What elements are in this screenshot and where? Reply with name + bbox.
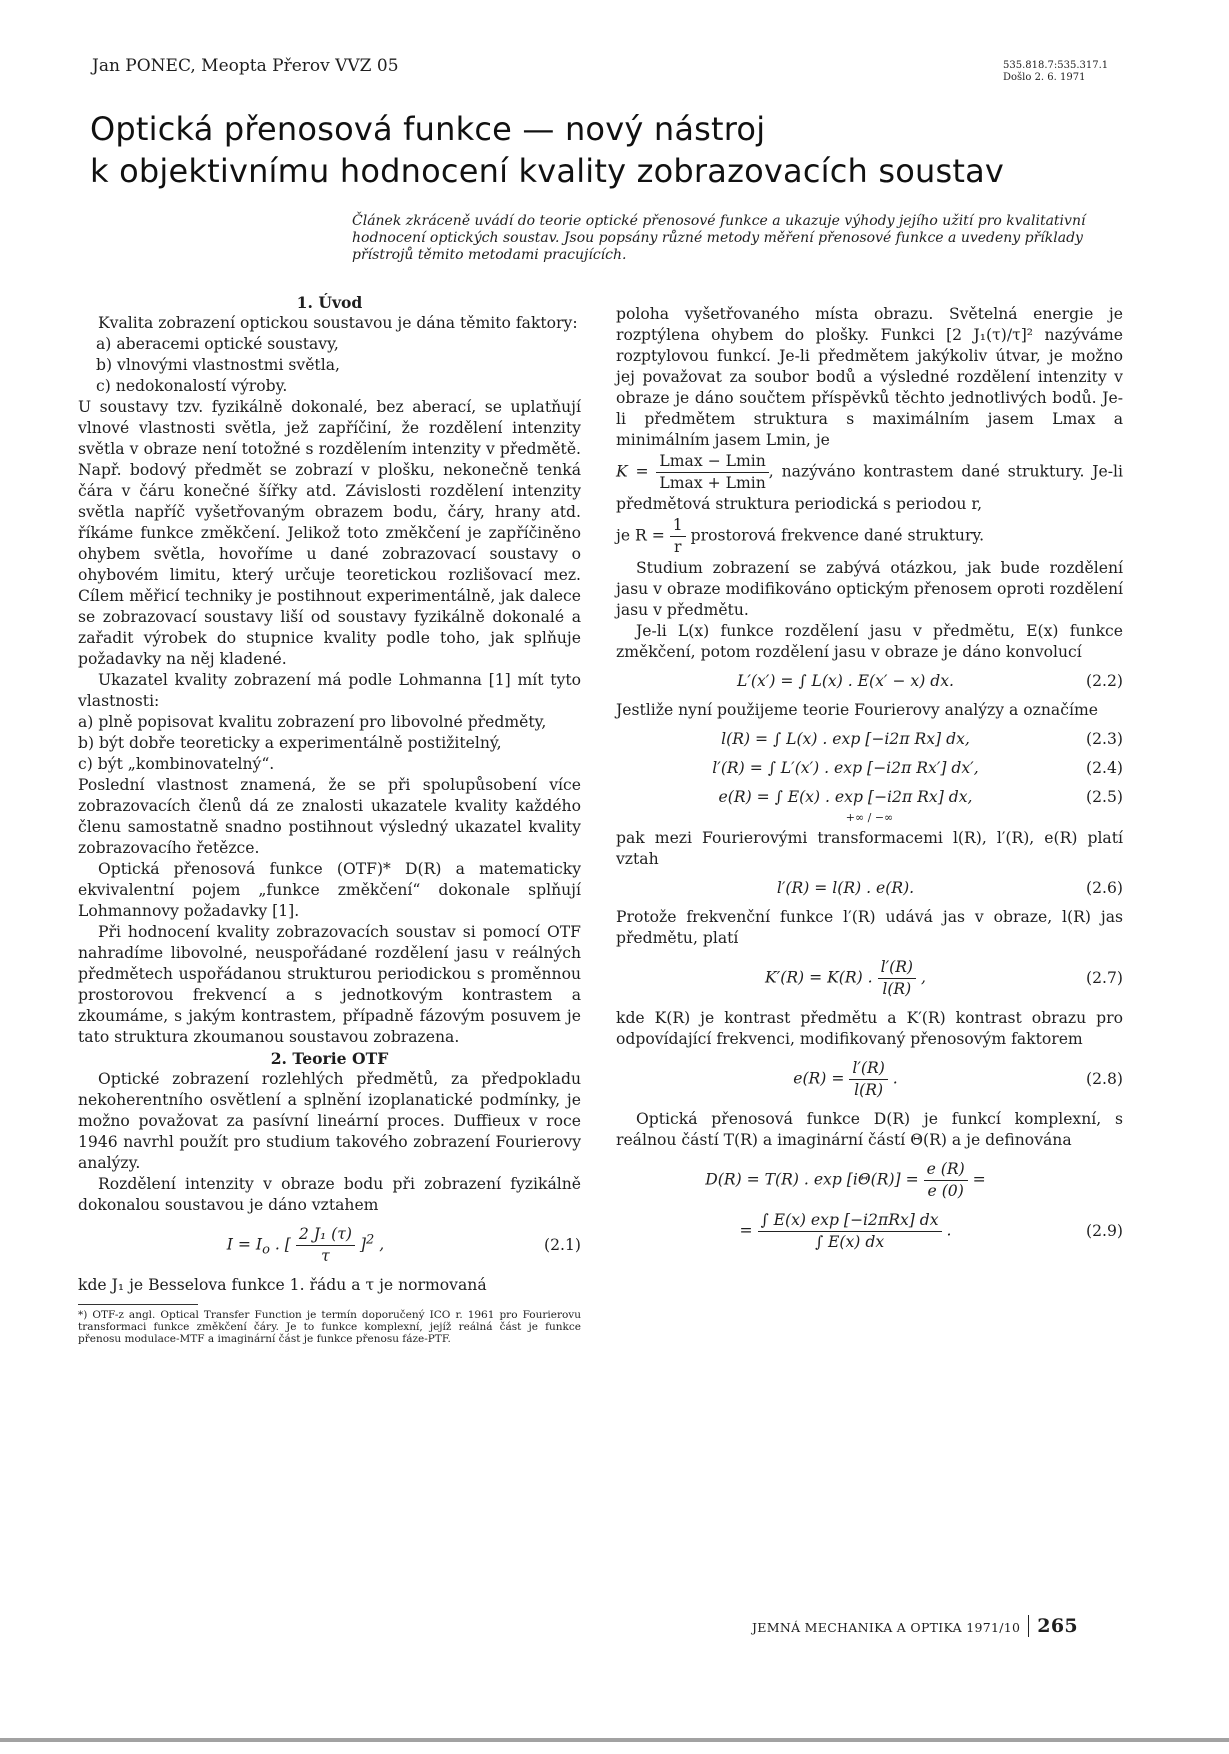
list-item: c) nedokonalostí výroby. [96, 377, 288, 395]
paragraph: Optická přenosová funkce D(R) je funkcí komplexní, s reálnou částí T(R) a imaginární částí Θ(R) a je definována [616, 1110, 1123, 1149]
equation-body: $I = I_o$ . [ $\frac{\text{2 J₁ (τ)}}{\tau}$ ]$^2$ , [226, 1225, 385, 1265]
paragraph: Jestliže nyní použijeme teorie Fourierovy analýzy a označíme [616, 701, 1098, 719]
paragraph: kde J₁ je Besselova funkce 1. řádu a τ je normovaná [78, 1276, 487, 1294]
fraction [849, 1058, 887, 1101]
equation-2-6 [616, 878, 1123, 899]
equation-2-5 [616, 787, 1123, 808]
equation-lhs: I = I [226, 1235, 263, 1254]
equation-number: (2.4) [1086, 759, 1123, 777]
equation-2-8 [616, 1058, 1123, 1101]
equation-number: (2.8) [1086, 1070, 1123, 1088]
paragraph-tail: , nazýváno kontrastem dané struktury. Je-li předmětová struktura periodická s periodou r, [616, 462, 1123, 513]
integration-limits-note: +∞ / −∞ [845, 811, 894, 824]
frequency-definition [616, 515, 1123, 558]
equation-lhs: D(R) = T(R) . exp [iΘ(R)] = [705, 1170, 919, 1189]
footnote: *) OTF-z angl. Optical Transfer Function je termín doporučený ICO r. 1961 pro Fourierovu transformaci funkce změkčení čáry. Je to funkce komplexní, jejíž reálná část je funkce přenosu modulace-MTF a imaginární část je funkce přenosu fáze-PTF. [78, 1309, 581, 1345]
left-column [78, 292, 581, 1345]
paragraph-tail: prostorová frekvence dané struktury. [690, 526, 985, 545]
equation-body: D(R) = T(R) . exp [iΘ(R)] = $\frac{e (R)}{e (0)}$ = [705, 1160, 986, 1200]
author-line: Jan PONEC, Meopta Přerov VVZ 05 [92, 56, 399, 76]
fraction-numerator: l′(R) [849, 1058, 887, 1080]
equation-number: (2.7) [1086, 969, 1123, 987]
paragraph: pak mezi Fourierovými transformacemi l(R), l′(R), e(R) platí vztah [616, 829, 1123, 868]
paragraph: Protože frekvenční funkce l′(R) udává jas v obraze, l(R) jas předmětu, platí [616, 908, 1123, 947]
paragraph: Optické zobrazení rozlehlých předmětů, za předpokladu nekoherentního osvětlení a splnění izoplanatické podmínky, je možno považovat za pasívní lineární proces. Duffieux v roce 1946 navrhl použít pro studium takového zobrazení Fourierovy analýzy. [78, 1070, 581, 1172]
equation-2-7 [616, 957, 1123, 1000]
paragraph: Poslední vlastnost znamená, že se při spolupůsobení více zobrazovacích členů dá ze znalosti ukazatele kvality každého členu samostatně snadno postihnout výsledný ukazatel kvality zobrazovacího řetězce. [78, 776, 581, 857]
section-heading-theory: 2. Teorie OTF [270, 1049, 389, 1068]
equation-subscript: o [262, 1242, 270, 1258]
equation-body: l(R) = ∫ L(x) . exp [−i2π Rx] dx, [721, 730, 970, 748]
equation-number: (2.5) [1086, 788, 1123, 806]
equation-body: = $\frac{\text{∫ E(x) exp [−i2πRx] dx}}{\int E(x) dx}$ . [739, 1211, 952, 1251]
fraction-denominator: l(R) [882, 980, 912, 998]
list-item: b) vlnovými vlastnostmi světla, [96, 356, 340, 374]
fraction [924, 1159, 968, 1202]
equation-lhs: K′(R) = K(R) . [765, 968, 873, 987]
equation-2-4 [616, 758, 1123, 779]
scan-edge-line [0, 1738, 1229, 1742]
equation-2-9 [616, 1159, 1123, 1202]
equation-lhs: e(R) = [793, 1069, 845, 1088]
fraction [296, 1224, 355, 1267]
paragraph: kde K(R) je kontrast předmětu a K′(R) kontrast obrazu pro odpovídající frekvenci, modifikovaný přenosovým faktorem [616, 1009, 1123, 1048]
footnote-rule [78, 1304, 198, 1305]
paragraph: poloha vyšetřovaného místa obrazu. Světelná energie je rozptýlena ohybem do plošky. Funkci [2 J₁(τ)/τ]² nazýváme rozptylovou funkcí. Je-li předmětem jakýkoliv útvar, je možno jej považovat za soubor bodů a výsledné rozdělení intenzity v obraze je dáno součtem příspěvků těchto jednotlivých bodů. Je-li předmětem struktura s maximálním jasem Lmax a minimálním jasem Lmin, je [616, 305, 1123, 449]
paragraph: Kvalita zobrazení optickou soustavou je dána těmito faktory: [98, 314, 578, 332]
right-column [616, 304, 1123, 1261]
abstract: Článek zkráceně uvádí do teorie optické přenosové funkce a ukazuje výhody jejího užití pro kvalitativní hodnocení optických soustav. Jsou popsány různé metody měření přenosové funkce a uvedeny příklady přístrojů těmito metodami pracujících. [352, 213, 1086, 263]
paragraph: Optická přenosová funkce (OTF)* D(R) a matematicky ekvivalentní pojem „funkce změkčení“ dokonale splňují Lohmannovy požadavky [1]. [78, 860, 581, 920]
contrast-definition [616, 451, 1123, 515]
list-item: a) plně popisovat kvalitu zobrazení pro libovolné předměty, [78, 713, 547, 731]
paragraph: Ukazatel kvality zobrazení má podle Lohmanna [1] mít tyto vlastnosti: [78, 671, 581, 710]
section-heading-intro: 1. Úvod [296, 293, 363, 312]
equation-lhs: je R = [616, 526, 665, 545]
equation-number: (2.1) [544, 1236, 581, 1254]
list-item: b) být dobře teoreticky a experimentálně postižitelný, [78, 734, 502, 752]
fraction [758, 1210, 942, 1253]
fraction-numerator: Lmax − Lmin [656, 451, 768, 473]
equation-2-1 [78, 1224, 581, 1267]
udc-code: 535.818.7:535.317.1 [1003, 60, 1109, 71]
fraction [670, 515, 686, 558]
fraction-denominator: l(R) [854, 1081, 884, 1099]
title-line-2: k objektivnímu hodnocení kvality zobrazovacích soustav [90, 152, 1005, 190]
equation-number: (2.9) [1086, 1222, 1123, 1240]
list-item: a) aberacemi optické soustavy, [96, 335, 339, 353]
fraction-numerator: 2 J₁ (τ) [296, 1224, 355, 1246]
paragraph: Při hodnocení kvality zobrazovacích soustav si pomocí OTF nahradíme libovolné, neuspořádané rozdělení jasu v reálných předmětech uspořádanou strukturou periodickou s proměnnou prostorovou frekvencí a s jednotkovým kontrastem a zkoumáme, s jakým kontrastem, případně fázovým posuvem je tato struktura zkoumanou soustavou zobrazena. [78, 923, 581, 1046]
fraction-denominator: e (0) [927, 1182, 964, 1200]
paragraph: Je-li L(x) funkce rozdělení jasu v předmětu, E(x) funkce změkčení, potom rozdělení jasu v obraze je dáno konvolucí [616, 622, 1123, 661]
fraction [878, 957, 916, 1000]
equation-2-3 [616, 729, 1123, 750]
fraction-numerator: ∫ E(x) exp [−i2πRx] dx [758, 1210, 942, 1232]
paragraph: Studium zobrazení se zabývá otázkou, jak bude rozdělení jasu v obraze modifikováno optickým přenosem oproti rozdělení jasu v předmětu. [616, 559, 1123, 619]
journal-name: JEMNÁ MECHANIKA A OPTIKA 1971/10 [752, 1620, 1021, 1635]
equation-body: e(R) = ∫ E(x) . exp [−i2π Rx] dx, [718, 788, 973, 806]
equation-number: (2.3) [1086, 730, 1123, 748]
title-line-1: Optická přenosová funkce — nový nástroj [90, 110, 766, 148]
paragraph: Rozdělení intenzity v obraze bodu při zobrazení fyzikálně dokonalou soustavou je dáno vztahem [78, 1175, 581, 1214]
page-number: 265 [1028, 1615, 1078, 1637]
equation-body: l′(R) = l(R) . e(R). [776, 879, 915, 897]
list-item: c) být „kombinovatelný“. [78, 755, 275, 773]
fraction-denominator: r [673, 538, 682, 556]
equation-2-2 [616, 671, 1123, 692]
equation-lhs: K = [616, 462, 649, 481]
page-footer [752, 1615, 1078, 1637]
fraction-numerator: 1 [670, 515, 686, 537]
paragraph: U soustavy tzv. fyzikálně dokonalé, bez aberací, se uplatňují vlnové vlastnosti světla, jež zapříčiní, že rozdělení intenzity světla v obraze není totožné s rozdělením intenzity v předmětě. Např. bodový předmět se zobrazí v plošku, nekonečně tenká čára v čáru konečné šířky atd. Závislosti rozdělení intenzity světla napříč vyšetřovaným obrazem bodu, čáry, hrany atd. říkáme funkce změkčení. Jelikož toto změkčení je zapříčiněno ohybem světla, hovoříme u dané zobrazovací soustavy o ohybovém limitu, který určuje teoretickou rozlišovací mez. Cílem měřicí techniky je postihnout experimentálně, jak dalece se zobrazovací soustavy liší od soustavy fyzikálně dokonalé a zařadit výrobek do stupnice kvality podle toho, jak splňuje požadavky na něj kladené. [78, 398, 581, 668]
equation-2-9-continued [616, 1210, 1123, 1253]
equation-body: l′(R) = ∫ L′(x′) . exp [−i2π Rx′] dx′, [712, 759, 979, 777]
fraction-denominator: Lmax + Lmin [659, 474, 766, 492]
fraction-denominator: ∫ E(x) dx [814, 1233, 885, 1251]
fraction-numerator: e (R) [924, 1159, 968, 1181]
udc-block [1003, 60, 1108, 84]
received-date: Došlo 2. 6. 1971 [1003, 72, 1086, 83]
article-title [90, 108, 1004, 192]
fraction [656, 451, 768, 494]
equation-number: (2.6) [1086, 879, 1123, 897]
equation-number: (2.2) [1086, 672, 1123, 690]
equation-body: e(R) = $\frac{l'(R)}{l(R)}$ . [793, 1059, 898, 1099]
equation-body: K′(R) = K(R) . $\frac{l'(R)}{l(R)}$ , [765, 958, 926, 998]
fraction-numerator: l′(R) [878, 957, 916, 979]
equation-body: L′(x′) = ∫ L(x) . E(x′ − x) dx. [737, 672, 954, 690]
fraction-denominator: τ [321, 1247, 330, 1265]
